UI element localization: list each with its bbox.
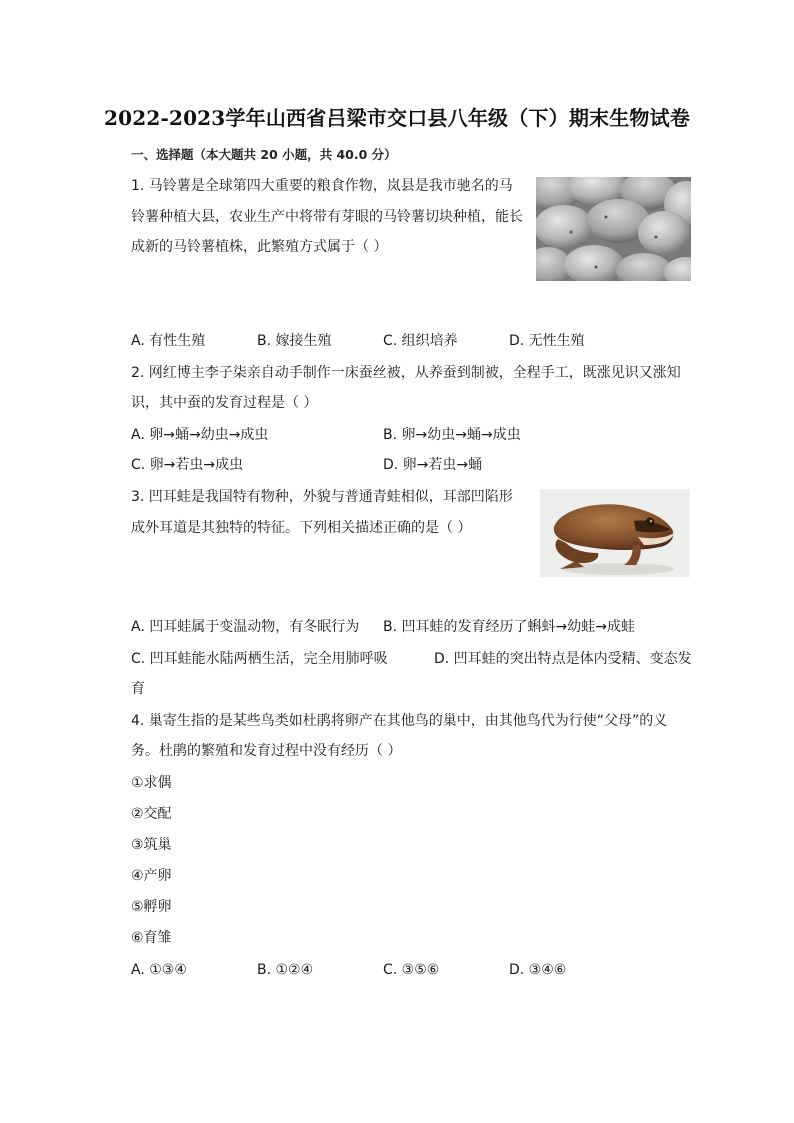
q1-option-b[interactable]: B. 嫁接生殖 [257,333,332,349]
section-heading: 一、选择题（本大题共 20 小题，共 40.0 分） [131,147,397,162]
q4-item-2: ②交配 [131,806,172,822]
q4-item-5: ⑤孵卵 [131,899,172,915]
q4-option-c[interactable]: C. ③⑤⑥ [383,962,440,978]
q4-item-3: ③筑巢 [131,837,172,853]
exam-title: 2022-2023学年山西省吕梁市交口县八年级（下）期末生物试卷 [103,106,691,130]
q2-option-a[interactable]: A. 卵→蛹→幼虫→成虫 [131,427,269,443]
potato-photo [536,177,691,281]
q1-option-d[interactable]: D. 无性生殖 [509,333,585,349]
q2-option-c[interactable]: C. 卵→若虫→成虫 [131,457,244,473]
q4-item-6: ⑥育雏 [131,930,172,946]
q4-item-1: ①求偶 [131,775,172,791]
q4-option-b[interactable]: B. ①②④ [257,962,314,978]
q4-option-a[interactable]: A. ①③④ [131,962,187,978]
q3-option-c[interactable]: C. 凹耳蛙能水陆两栖生活，完全用肺呼吸 [131,651,388,667]
q2-line-1: 2. 网红博主李子柒亲自动手制作一床蚕丝被，从养蚕到制被，全程手工，既涨见识又涨知 [131,365,681,381]
q1-line-2: 铃薯种植大县，农业生产中将带有芽眼的马铃薯切块种植，能长 [131,209,523,225]
q3-option-a[interactable]: A. 凹耳蛙属于变温动物，有冬眠行为 [131,619,360,635]
q3-option-d-wrap: 育 [131,681,145,697]
q2-line-2: 识，其中蚕的发育过程是（ ） [131,395,318,411]
q4-item-4: ④产卵 [131,868,172,884]
q4-line-1: 4. 巢寄生指的是某些鸟类如杜鹃将卵产在其他鸟的巢中，由其他鸟代为行使“父母”的义 [131,713,668,729]
q2-option-d[interactable]: D. 卵→若虫→蛹 [383,457,483,473]
q3-option-d[interactable]: D. 凹耳蛙的突出特点是体内受精、变态发 [434,651,692,667]
q3-line-1: 3. 凹耳蛙是我国特有物种，外貌与普通青蛙相似，耳部凹陷形 [131,489,513,505]
q1-line-1: 1. 马铃薯是全球第四大重要的粮食作物，岚县是我市驰名的马 [131,178,513,194]
q4-line-2: 务。杜鹃的繁殖和发育过程中没有经历（ ） [131,743,402,759]
q3-line-2: 成外耳道是其独特的特征。下列相关描述正确的是（ ） [131,520,472,536]
q3-option-b[interactable]: B. 凹耳蛙的发育经历了蝌蚪→幼蛙→成蛙 [383,619,635,635]
q2-option-b[interactable]: B. 卵→幼虫→蛹→成虫 [383,427,521,443]
q1-option-c[interactable]: C. 组织培养 [383,333,458,349]
q4-option-d[interactable]: D. ③④⑥ [509,962,567,978]
q1-option-a[interactable]: A. 有性生殖 [131,333,206,349]
q1-line-3: 成新的马铃薯植株，此繁殖方式属于（ ） [131,239,388,255]
frog-photo [540,489,690,577]
